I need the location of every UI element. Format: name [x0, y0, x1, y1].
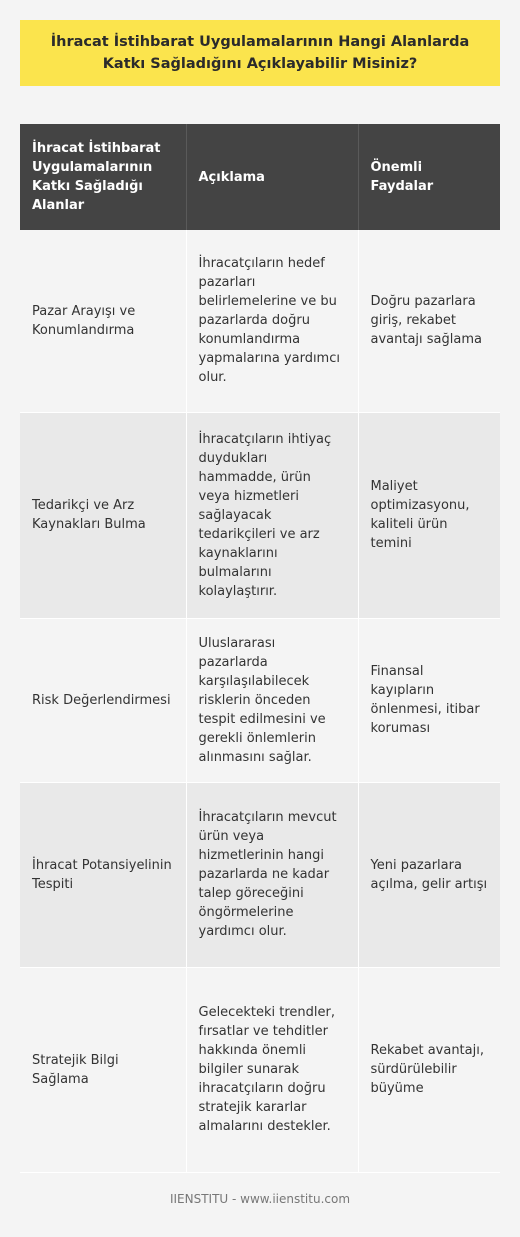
cell-benefits: Maliyet optimizasyonu, kaliteli ürün temini [358, 412, 500, 618]
cell-area: Pazar Arayışı ve Konumlandırma [20, 230, 186, 412]
cell-area: İhracat Potansiyelinin Tespiti [20, 782, 186, 967]
column-header-description: Açıklama [186, 124, 358, 230]
cell-benefits: Doğru pazarlara giriş, rekabet avantajı sağlama [358, 230, 500, 412]
cell-description: İhracatçıların hedef pazarları belirlemelerine ve bu pazarlarda doğru konumlandırma yapmalarına yardımcı olur. [186, 230, 358, 412]
table-row [20, 618, 500, 782]
cell-description: Uluslararası pazarlarda karşılaşılabilecek risklerin önceden tespit edilmesini ve gerekli önlemlerin alınmasını sağlar. [186, 618, 358, 782]
table-row [20, 782, 500, 967]
table-row [20, 967, 500, 1172]
title-banner [20, 20, 500, 86]
cell-area: Tedarikçi ve Arz Kaynakları Bulma [20, 412, 186, 618]
cell-area: Risk Değerlendirmesi [20, 618, 186, 782]
table-row [20, 230, 500, 412]
cell-area: Stratejik Bilgi Sağlama [20, 967, 186, 1172]
table-row [20, 412, 500, 618]
cell-description: Gelecekteki trendler, fırsatlar ve tehditler hakkında önemli bilgiler sunarak ihracatçıların doğru stratejik kararlar almalarını destekler. [186, 967, 358, 1172]
footer-credit: IIENSTITU - www.iienstitu.com [169, 1192, 351, 1206]
column-header-benefits: Önemli Faydalar [358, 124, 500, 230]
cell-description: İhracatçıların ihtiyaç duydukları hammadde, ürün veya hizmetleri sağlayacak tedarikçileri ve arz kaynaklarını bulmalarını kolaylaştırır. [186, 412, 358, 618]
page-title: İhracat İstihbarat Uygulamalarının Hangi Alanlarda Katkı Sağladığını Açıklayabilir Misiniz? [50, 34, 470, 72]
contribution-table [20, 124, 500, 1173]
cell-benefits: Rekabet avantajı, sürdürülebilir büyüme [358, 967, 500, 1172]
cell-benefits: Yeni pazarlara açılma, gelir artışı [358, 782, 500, 967]
cell-description: İhracatçıların mevcut ürün veya hizmetlerinin hangi pazarlarda ne kadar talep göreceğini öngörmelerine yardımcı olur. [186, 782, 358, 967]
table-header-row [20, 124, 500, 230]
cell-benefits: Finansal kayıpların önlenmesi, itibar koruması [358, 618, 500, 782]
column-header-areas: İhracat İstihbarat Uygulamalarının Katkı Sağladığı Alanlar [20, 124, 186, 230]
